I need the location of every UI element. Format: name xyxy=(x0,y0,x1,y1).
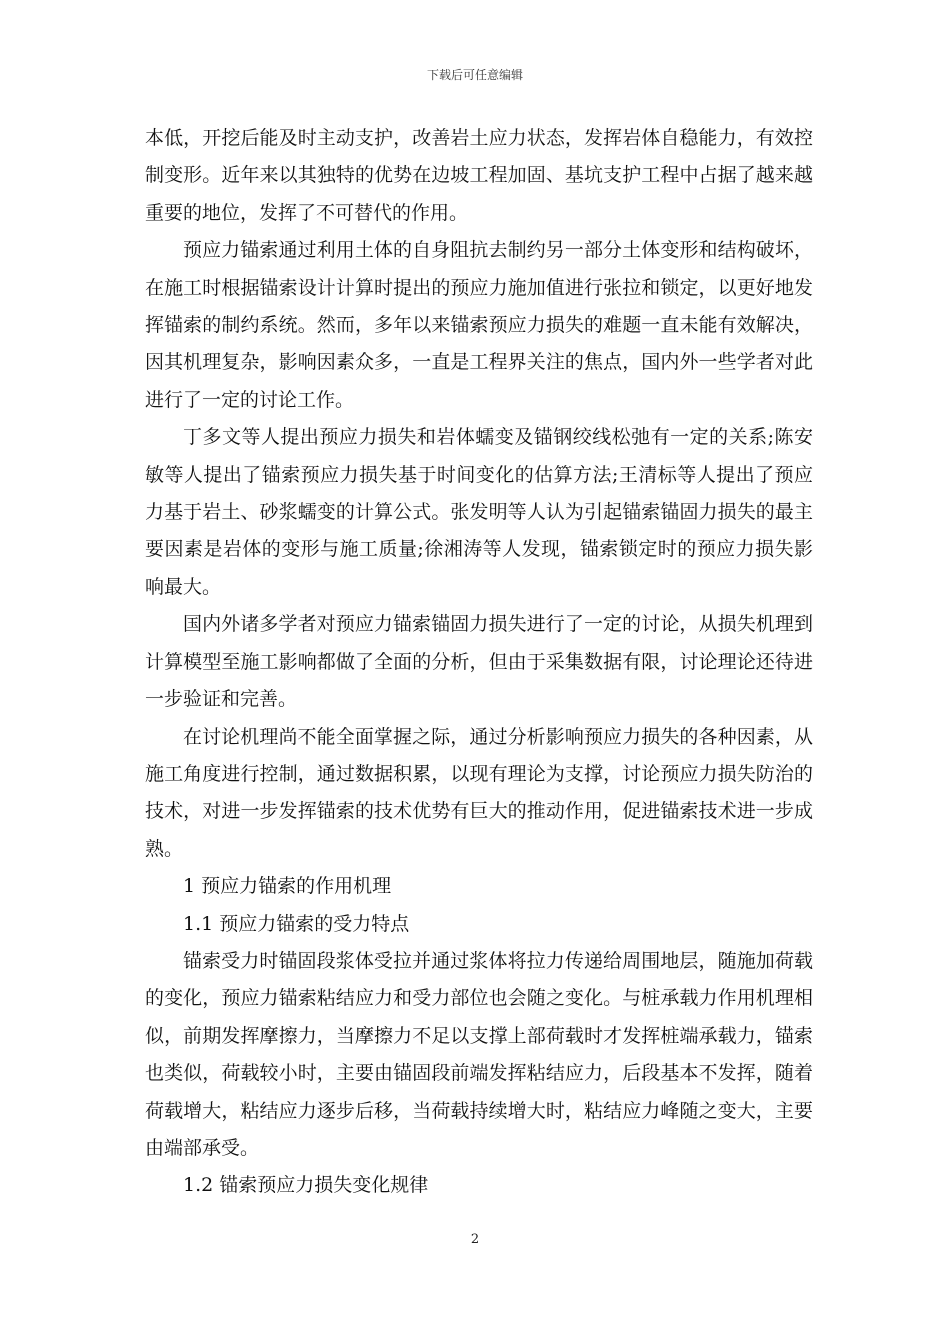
section-heading-1: 1 预应力锚索的作用机理 xyxy=(183,875,392,898)
paragraph-1: 本低，开挖后能及时主动支护，改善岩土应力状态，发挥岩体自稳能力，有效控制变形。近年来以其独特的优势在边坡工程加固、基坑支护工程中占据了越来越重要的地位，发挥了不可替代的作用。 xyxy=(145,127,813,224)
section-heading-1-2: 1.2 锚索预应力损失变化规律 xyxy=(183,1174,429,1197)
section-heading-1-1: 1.1 预应力锚索的受力特点 xyxy=(183,912,410,935)
page-header: 下载后可任意编辑 xyxy=(426,68,523,82)
paragraph-4: 国内外诸多学者对预应力锚索锚固力损失进行了一定的讨论，从损失机理到计算模型至施工影响都做了全面的分析，但由于采集数据有限，讨论理论还待进一步验证和完善。 xyxy=(145,613,813,711)
document-body xyxy=(145,120,813,1205)
page-number: 2 xyxy=(470,1232,480,1247)
paragraph-2: 预应力锚索通过利用土体的自身阻抗去制约另一部分土体变形和结构破坏，在施工时根据锚索设计计算时提出的预应力施加值进行张拉和锁定，以更好地发挥锚索的制约系统。然而，多年以来锚索预应力损失的难题一直未能有效解决，因其机理复杂，影响因素众多，一直是工程界关注的焦点，国内外一些学者对此进行了一定的讨论工作。 xyxy=(145,239,813,411)
paragraph-3: 丁多文等人提出预应力损失和岩体蠕变及锚钢绞线松弛有一定的关系;陈安敏等人提出了锚索预应力损失基于时间变化的估算方法;王清标等人提出了预应力基于岩土、砂浆蠕变的计算公式。张发明等人认为引起锚索锚固力损失的最主要因素是岩体的变形与施工质量;徐湘涛等人发现，锚索锁定时的预应力损失影响最大。 xyxy=(145,426,813,598)
paragraph-section-1-1: 锚索受力时锚固段浆体受拉并通过浆体将拉力传递给周围地层，随施加荷载的变化，预应力锚索粘结应力和受力部位也会随之变化。与桩承载力作用机理相似，前期发挥摩擦力，当摩擦力不足以支撑上部荷载时才发挥桩端承载力，锚索也类似，荷载较小时，主要由锚固段前端发挥粘结应力，后段基本不发挥，随着荷载增大，粘结应力逐步后移，当荷载持续增大时，粘结应力峰随之变大，主要由端部承受。 xyxy=(145,949,813,1159)
paragraph-5: 在讨论机理尚不能全面掌握之际，通过分析影响预应力损失的各种因素，从施工角度进行控制，通过数据积累，以现有理论为支撑，讨论预应力损失防治的技术，对进一步发挥锚索的技术优势有巨大的推动作用，促进锚索技术进一步成熟。 xyxy=(145,725,813,860)
